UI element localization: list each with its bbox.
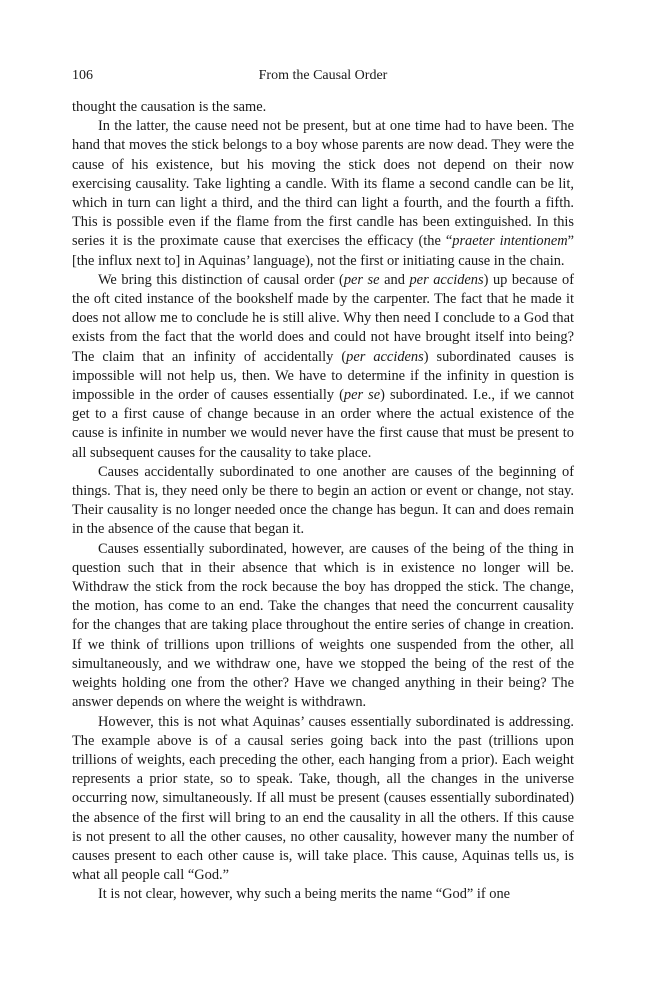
paragraph xyxy=(72,463,574,540)
paragraph-text: We bring this distinction of causal order ( xyxy=(98,271,344,288)
paragraph xyxy=(72,98,574,117)
italic-text: per accidens xyxy=(346,348,424,365)
italic-text: per se xyxy=(343,387,381,404)
paragraph-text: Causes essentially subordinated, however, are causes of the being of the thing in question such that in their absence that which is in existence no longer will be. Withdraw the stick from the rock because the boy has dropped the stick. The change, the motion, has come to an end. Take the changes that need the concurrent causality for the changes that are taking place throughout the entire series of change in creation. If we think of trillions upon trillions of weights one suspended from the other, all simultaneously, and we withdraw one, have we stopped the being of the rest of the weights holding one from the other? Have we changed anything in their being? The answer depends on where the weight is withdrawn. xyxy=(72,540,574,711)
paragraph-text: However, this is not what Aquinas’ causes essentially subordinated is addressing. The example above is of a causal series going back into the past (trillions upon trillions of weights, each preceding the other, each hanging from a prior). Each weight represents a prior state, so to speak. Take, though, all the changes in the universe occurring now, simultaneously. If all must be present (causes essentially subordinated) the absence of the first will bring to an end the causality in all the others. If this cause is not present to all the other causes, no other causality, however many the number of causes present to each other cause is, will take place. This cause, Aquinas tells us, is what all people call “God.” xyxy=(72,713,574,884)
paragraph-text: ” [the influx next to] in Aquinas’ language), not the first or initiating cause in the chain. xyxy=(72,233,574,269)
paragraph xyxy=(72,117,574,271)
italic-text: praeter intentionem xyxy=(452,233,568,250)
paragraph xyxy=(72,540,574,713)
page-number: 106 xyxy=(72,68,93,83)
paragraph xyxy=(72,885,574,904)
paragraph xyxy=(72,271,574,463)
paragraph xyxy=(72,713,574,886)
paragraph-text: It is not clear, however, why such a being merits the name “God” if one xyxy=(98,886,511,903)
italic-text: per se xyxy=(343,271,380,288)
book-page xyxy=(72,66,574,905)
paragraph-text: ) up because of the oft cited instance of the bookshelf made by the carpenter. The fact that he made it does not allow me to conclude he is still alive. Why then need I conclude to a God that exists from the fact that the world does and could not have brought itself into being? The claim that an infinity of accidentally ( xyxy=(72,271,574,365)
paragraph-text: ) subordinated causes is impossible will not help us, then. We have to determine if the infinity in question is impossible in the order of causes essentially ( xyxy=(72,348,574,404)
italic-text: per accidens xyxy=(409,271,484,288)
body-text xyxy=(72,98,574,905)
running-head xyxy=(72,66,574,86)
running-title: From the Causal Order xyxy=(258,68,388,83)
paragraph-text: thought the causation is the same. xyxy=(72,99,267,115)
paragraph-text: and xyxy=(379,271,410,288)
paragraph-text: ) subordinated. I.e., if we cannot get to a first cause of change because in an order where the actual existence of the cause is infinite in number we would never have the first cause that must be present to all subsequent causes for the causality to take place. xyxy=(72,387,574,461)
paragraph-text: Causes accidentally subordinated to one another are causes of the beginning of things. That is, they need only be there to begin an action or event or change, not stay. Their causality is no longer needed once the change has begun. It can and does remain in the absence of the cause that began it. xyxy=(72,463,574,538)
paragraph-text: In the latter, the cause need not be present, but at one time had to have been. The hand that moves the stick belongs to a boy whose parents are now dead. They were the cause of his existence, but his moving the stick does not depend on their now exercising causality. Take lighting a candle. With its flame a second candle can be lit, which in turn can light a third, and the third can light a fourth, and the fourth a fifth. This is possible even if the flame from the first candle has been extinguished. In this series it is the proximate cause that exercises the efficacy (the “ xyxy=(72,118,574,250)
